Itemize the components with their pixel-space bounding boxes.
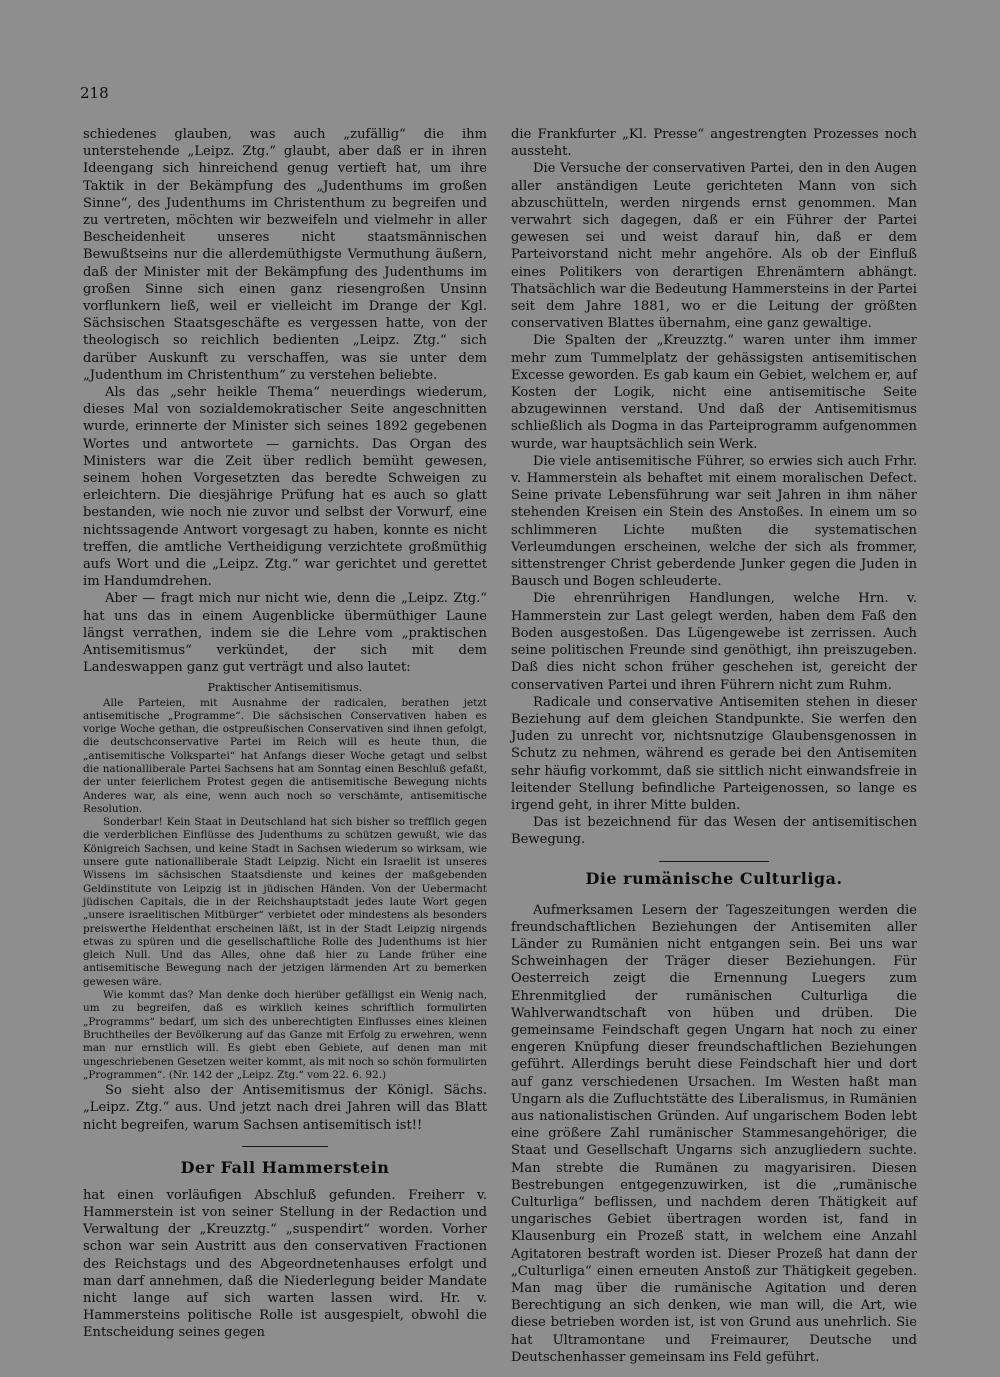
paragraph: Radicale und conservative Antisemiten stehen in dieser Beziehung auf dem gleichen Standpunkte. Sie werfen den Juden zu unrecht vor, nichtsnutzige Glaubensgenossen in Schutz zu nehmen, während es gerade bei den Antisemiten sehr häufig vorkommt, daß sie sittlich nicht einwandsfreie in leitender Stellung befindliche Parteigenossen, so lange es irgend geht, in ihrer Mitte bulden. [511, 694, 917, 813]
quote-subheading: Praktischer Antisemitismus. [207, 680, 363, 694]
quote-paragraph: Wie kommt das? Man denke doch hierüber gefälligst ein Wenig nach, um zu begreifen, daß es wirklich keines schriftlich formulirten „Programms“ bedarf, um sich des unberechtigten Einflusses eines kleinen Bruchtheiles der Bevölkerung auf das Ganze mit Erfolg zu erwehren, wenn man nur ernstlich will. Es giebt eben Gebiete, auf denen man mit ungeschriebenen Gesetzen weiter kommt, als mit noch so schön formulirten „Programmen“. (Nr. 142 der „Leipz. Ztg.“ vom 22. 6. 92.) [83, 989, 487, 1081]
paragraph: die Frankfurter „Kl. Presse“ angestrengten Prozesses noch aussteht. [511, 127, 917, 160]
section-divider [242, 1146, 328, 1147]
paragraph: Das ist bezeichnend für das Wesen der antisemitischen Bewegung. [511, 815, 917, 848]
section-heading: Der Fall Hammerstein [180, 1157, 390, 1177]
left-column [83, 126, 487, 1342]
spacer [511, 890, 917, 902]
quote-paragraph: Sonderbar! Kein Staat in Deutschland hat sich bisher so trefflich gegen die verderblichen Einflüsse des Judenthums zu schützen gewußt, wie das Königreich Sachsen, und keine Stadt in Sachsen wiederum so wirksam, wie unsere gute nationalliberale Stadt Leipzig. Nicht ein Israelit ist unseres Wissens im sächsischen Staatsdienste und keines der maßgebenden Geldinstitute von Leipzig ist in jüdischen Händen. Von der Uebermacht jüdischen Capitals, die in der Reichshauptstadt jedes laute Wort gegen „unsere israelitischen Mitbürger“ verbietet oder mindestens als besonders preiswerthe Heldenthat erscheinen läßt, ist in der Stadt Leipzig nirgends etwas zu spüren und die gesellschaftliche Rolle des Judenthums ist hier gleich Null. Und das Alles, ohne daß hier zu Lande früher eine antisemitische Bewegung nach der jetzigen lärmenden Art zu bemerken gewesen wäre. [83, 816, 487, 988]
right-column [511, 126, 917, 1366]
paragraph: Die viele antisemitische Führer, so erwies sich auch Frhr. v. Hammerstein als behaftet mit einem moralischen Defect. Seine private Lebensführung war seit Jahren in ihm näher stehenden Kreisen ein Stein des Anstoßes. In einem um so schlimmeren Lichte mußten die systematischen Verleumdungen erscheinen, welche der sich als frommer, sittenstrenger Christ geberdende Junker gegen die Juden in Bausch und Bogen schleuderte. [511, 453, 917, 590]
section-divider [659, 861, 769, 862]
paragraph: Aber — fragt mich nur nicht wie, denn die „Leipz. Ztg.“ hat uns das in einem Augenblicke übermüthiger Laune längst verrathen, indem sie die Lehre vom „praktischen Antisemitismus“ verkündet, der sich mit dem Landeswappen ganz gut verträgt und also lautet: [83, 591, 487, 676]
paragraph: So sieht also der Antisemitismus der Königl. Sächs. „Leipz. Ztg.“ aus. Und jetzt nach drei Jahren will das Blatt nicht begreifen, warum Sachsen antisemitisch ist!! [83, 1083, 487, 1133]
paragraph: hat einen vorläufigen Abschluß gefunden. Freiherr v. Hammerstein ist von seiner Stellung in der Redaction und Verwaltung der „Kreuzztg.“ „suspendirt“ worden. Vorher schon war sein Austritt aus den conservativen Fractionen des Reichstags und des Abgeordnetenhauses erfolgt und man darf annehmen, daß die Niederlegung beider Mandate nicht lange auf sich warten lassen wird. Hr. v. Hammersteins politische Rolle ist ausgespielt, obwohl die Entscheidung seines gegen [83, 1187, 487, 1341]
paragraph: Die Spalten der „Kreuzztg.“ waren unter ihm immer mehr zum Tummelplatz der gehässigsten antisemitischen Excesse geworden. Es gab kaum ein Gebiet, welchem er, auf Kosten der Logik, nicht eine antisemitische Seite abzugewinnen verstand. Und daß der Antisemitismus schließlich als Dogma in das Parteiprogramm aufgenommen wurde, war hauptsächlich sein Werk. [511, 333, 917, 452]
page-number: 218 [80, 84, 109, 102]
paragraph: Als das „sehr heikle Thema“ neuerdings wiederum, dieses Mal von sozialdemokratischer Seite angeschnitten wurde, erinnerte der Minister sich seines 1892 gegebenen Wortes und antwortete — garnichts. Das Organ des Ministers war die Zeit über redlich bemüht gewesen, seinem hohen Vorgesetzten das beredte Schweigen zu erleichtern. Die diesjährige Prüfung hat es auch so glatt bestanden, wie noch nie zuvor und selbst der Vorwurf, eine nichtssagende Antwort vorgesagt zu haben, konnte es nicht treffen, die amtliche Vertheidigung verzichtete großmüthig aufs Wort und die „Leipz. Ztg.“ war gerichtet und gerettet im Handumdrehen. [83, 385, 487, 590]
paragraph: schiedenes glauben, was auch „zufällig“ die ihm unterstehende „Leipz. Ztg.“ glaubt, aber daß er in ihren Ideengang sich hinreichend genug vertieft hat, um ihre Taktik in der Bekämpfung des „Judenthums im großen Sinne“, des Judenthums im Christenthum zu begreifen und zu vertreten, möchten wir bezweifeln und vielmehr in aller Bescheidenheit unseres nicht staatsmännischen Bewußtseins nur die allerdemüthigste Vermuthung äußern, daß der Minister mit der Bekämpfung des Judenthums im großen Sinne sich einen ganz riesengroßen Unsinn vorflunkern ließ, weil er vielleicht im Drange der Kgl. Sächsischen Staatsgeschäfte es vergessen hatte, von der theologisch so reichlich bedienten „Leipz. Ztg.“ sich darüber Auskunft zu verschaffen, was sie unter dem „Judenthum im Christenthum“ zu verstehen beliebte. [83, 127, 487, 383]
paragraph: Die ehrenrührigen Handlungen, welche Hrn. v. Hammerstein zur Last gelegt werden, haben dem Faß den Boden ausgestoßen. Das Lügengewebe ist zerrissen. Auch seine politischen Freunde sind genöthigt, ihn preiszugeben. Daß dies nicht schon früher geschehen ist, gereicht der conservativen Partei und ihren Führern nicht zum Ruhm. [511, 591, 917, 693]
paragraph: Aufmerksamen Lesern der Tageszeitungen werden die freundschaftlichen Beziehungen der Antisemiten aller Länder zu Rumänien nicht entgangen sein. Bei uns war Schweinhagen der Träger dieser Beziehungen. Für Oesterreich zeigt die Ernennung Luegers zum Ehrenmitglied der rumänischen Culturliga die Wahlverwandtschaft von hüben und drüben. Die gemeinsame Feindschaft gegen Ungarn hat noch zu einer engeren Knüpfung dieser freundschaftlichen Beziehungen geführt. Allerdings beruht diese Feindschaft hier und dort auf ganz verschiedenen Ursachen. Im Westen haßt man Ungarn als die Zufluchtstätte des Liberalismus, in Rumänien aus nationalistischen Gründen. Auf ungarischem Boden lebt eine größere Zahl rumänischer Stammesangehöriger, die Staat und Gesellschaft Ungarns sich anzugliedern suchte. Man strebte die Rumänen zu magyarisiren. Diesen Bestrebungen entgegenzuwirken, ist die „rumänische Culturliga“ beflissen, und nachdem deren Thätigkeit auf ungarisches Gebiet übertragen worden ist, fand in Klausenburg ein Prozeß statt, in welchem eine Anzahl Agitatoren bestraft worden ist. Dieser Prozeß hat dann der „Culturliga“ einen erneuten Anstoß zur Thätigkeit gegeben. Man mag über die rumänische Agitation und deren Berechtigung an sich denken, wie man will, die Art, wie diese betrieben worden ist, ist von Grund aus unehrlich. Sie hat Ultramontane und Freimaurer, Deutsche und Deutschenhasser gemeinsam ins Feld geführt. [511, 902, 917, 1365]
quote-paragraph: Alle Parteien, mit Ausnahme der radicalen, berathen jetzt antisemitische „Programme“. Die sächsischen Conservativen haben es vorige Woche gethan, die ostpreußischen Conservativen sind ihnen gefolgt, die deutschconservative Partei im Reich will es heute thun, die „antisemitische Volkspartei“ hat Anfangs dieser Woche getagt und selbst die nationalliberale Partei Sachsens hat am Sonntag einen Beschluß gefaßt, der unter feierlichem Protest gegen die antisemitische Bewegung nichts Anderes war, als eine, wenn auch noch so verschämte, antisemitische Resolution. [83, 696, 487, 815]
section-heading: Die rumänische Culturliga. [585, 868, 843, 888]
paragraph: Die Versuche der conservativen Partei, den in den Augen aller anständigen Leute gerichteten Mann von sich abzuschütteln, werden nirgends ernst genommen. Man verwahrt sich dagegen, daß er ein Führer der Partei gewesen sei und weist darauf hin, daß er dem Parteivorstand nicht mehr angehöre. Als ob der Einfluß eines Politikers von derartigen Ehrenämtern abhängt. Thatsächlich war die Bedeutung Hammersteins in der Partei seit dem Jahre 1881, wo er die Leitung der größten conservativen Blattes übernahm, eine ganz gewaltige. [511, 161, 917, 332]
